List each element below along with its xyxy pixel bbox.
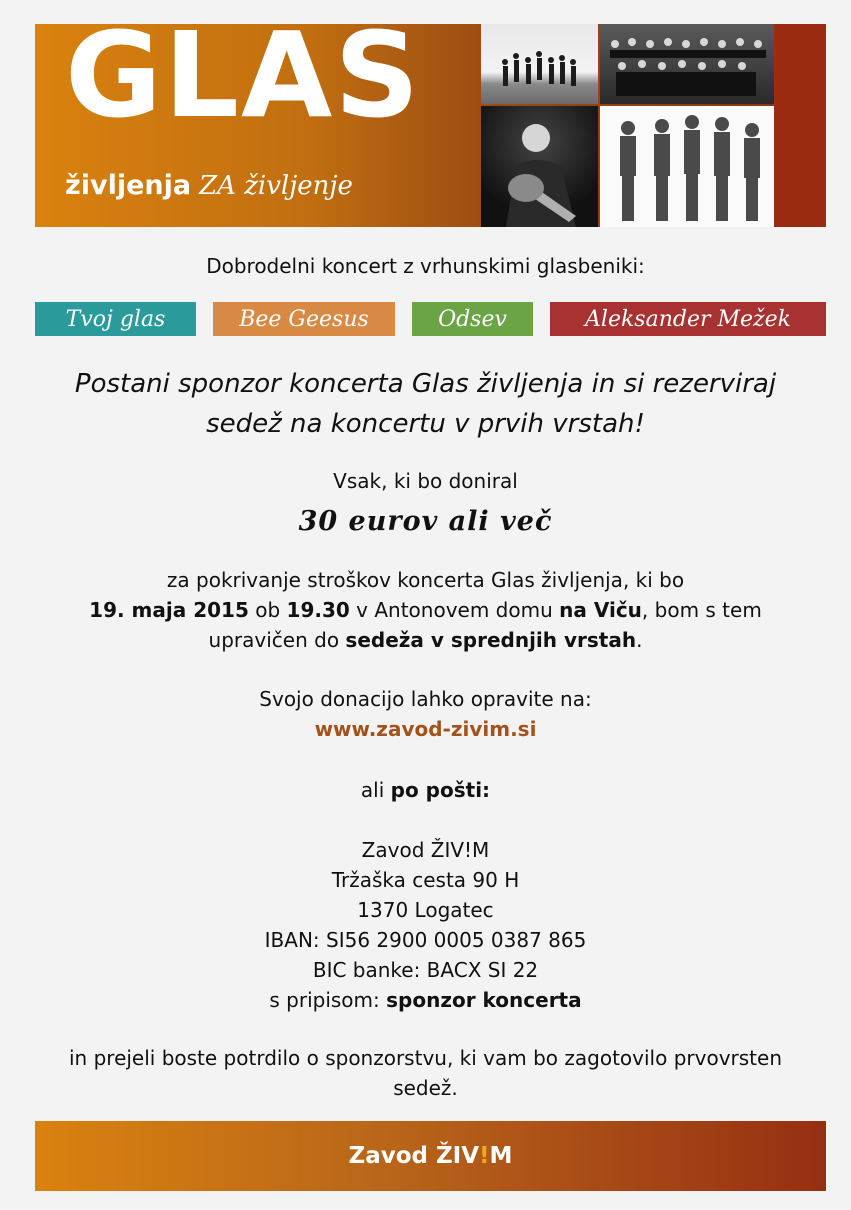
band-label-bee-geesus: Bee Geesus	[213, 302, 395, 336]
band-label-tvoj-glas: Tvoj glas	[35, 302, 196, 336]
donation-line-2: 19. maja 2015 ob 19.30 v Antonovem domu na Viču, bom s tem	[89, 598, 762, 622]
website-link[interactable]: www.zavod-zivim.si	[314, 717, 537, 741]
donation-lead: Vsak, ki bo doniral	[333, 469, 518, 493]
post-payment-label: ali po pošti:	[360, 778, 491, 802]
front-seats: sedeža v sprednjih vrstah	[345, 628, 637, 652]
footer-logo: Zavod ŽIV!M	[348, 1143, 513, 1169]
header-banner	[35, 24, 826, 227]
donation-amount: 30 eurov ali več	[298, 506, 553, 537]
closing-text: in prejeli boste potrdilo o sponzorstvu, ki vam bo zagotovilo prvovrsten sedež.	[69, 1046, 782, 1100]
donation-line-3: upravičen do sedeža v sprednjih vrstah.	[208, 628, 643, 652]
postal-address	[0, 835, 851, 1015]
band-labels	[0, 302, 851, 336]
footer-banner	[35, 1121, 826, 1191]
banner-subtitle	[65, 170, 353, 201]
headline-line-2: sedež na koncertu v prvih vrstah!	[206, 409, 645, 439]
donation-line-1: za pokrivanje stroškov koncerta Glas življenja, ki bo	[166, 568, 685, 592]
subtitle-script: ZA življenje	[199, 171, 353, 201]
photo-group-jumping	[481, 24, 598, 104]
address-bic: BIC banke: BACX SI 22	[312, 958, 539, 982]
photo-band-walking	[600, 106, 774, 227]
concert-time: 19.30	[286, 598, 350, 622]
subtitle-bold: življenja	[65, 170, 192, 201]
online-payment-label: Svojo donacijo lahko opravite na:	[259, 687, 592, 711]
donation-paragraph	[0, 565, 851, 655]
concert-place: na Viču	[559, 598, 642, 622]
address-iban: IBAN: SI56 2900 0005 0387 865	[264, 928, 587, 952]
band-label-odsev: Odsev	[412, 302, 533, 336]
band-label-aleksander-mezek: Aleksander Mežek	[550, 302, 826, 336]
address-note: s pripisom: sponzor koncerta	[269, 988, 582, 1012]
photo-choir	[600, 24, 774, 104]
headline	[0, 364, 851, 444]
photo-guitarist	[481, 106, 598, 227]
address-street: Tržaška cesta 90 H	[331, 868, 520, 892]
address-org: Zavod ŽIV!M	[361, 838, 490, 862]
banner-accent-strip	[776, 24, 826, 227]
address-city: 1370 Logatec	[357, 898, 494, 922]
banner-title: GLAS	[65, 24, 422, 144]
intro-line: Dobrodelni koncert z vrhunskimi glasbeniki:	[206, 254, 645, 278]
headline-line-1: Postani sponzor koncerta Glas življenja in si rezerviraj	[74, 369, 777, 399]
concert-date: 19. maja 2015	[89, 598, 249, 622]
